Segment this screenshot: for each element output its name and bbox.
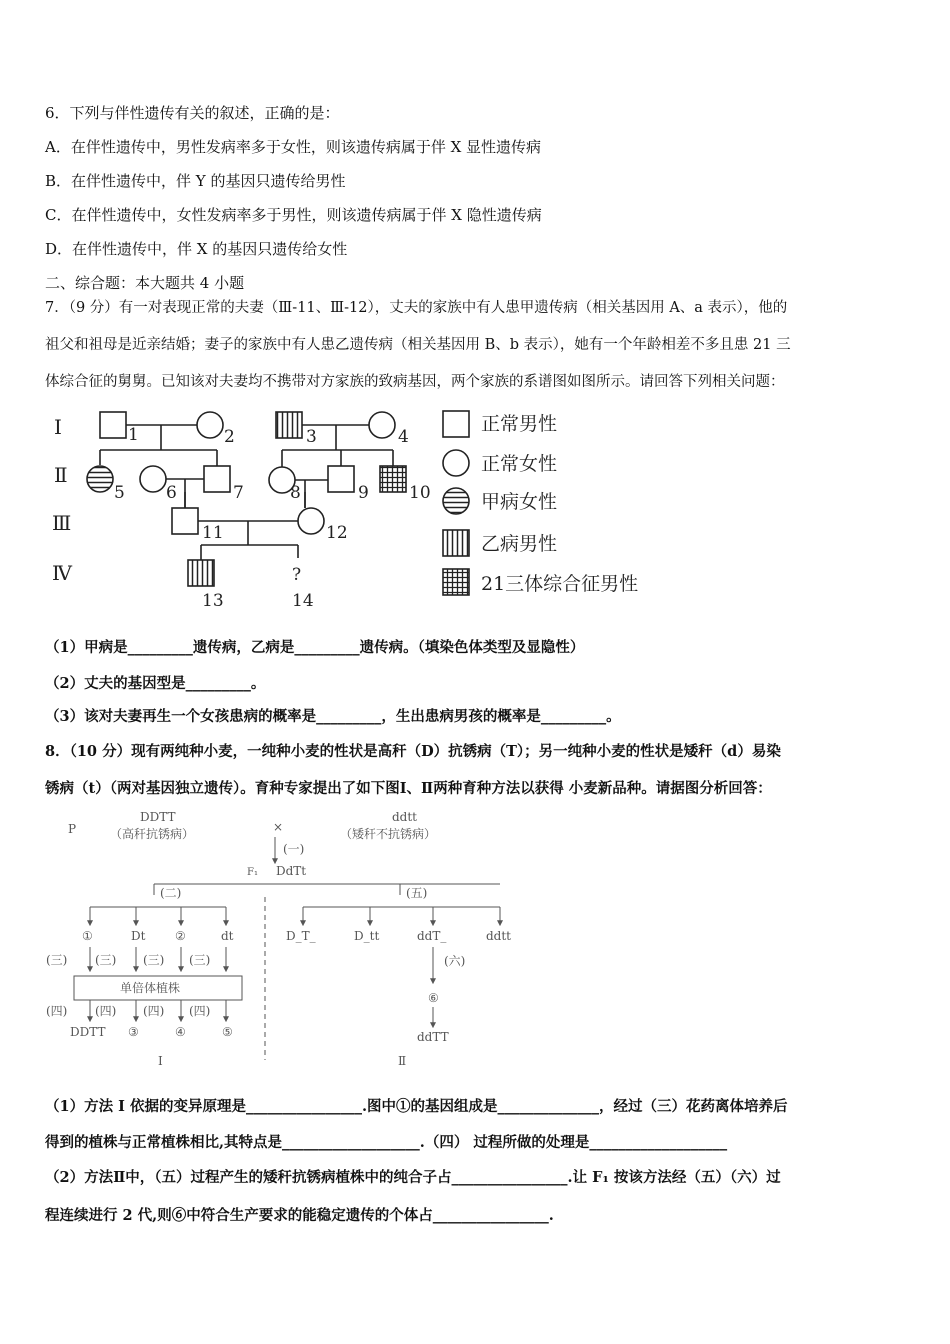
individual-3 [276,412,302,438]
parent1-desc: （高秆抗锈病） [110,827,195,841]
legend-normal-male-icon [443,411,469,437]
gamete-3: ② [175,929,186,943]
label-4: 4 [398,427,409,447]
q8-sub-1-line-1: （1）方法 I 依据的变异原理是________________.图中①的基因组成是______________，经过（三）花药离体培养后 [45,1098,788,1115]
q6-option-b: B．在伴性遗传中，伴 Y 的基因只遗传给男性 [45,172,346,190]
step-4-c: (四) [143,1004,165,1018]
method1-result-3: ④ [175,1025,186,1039]
q6-stem: 6．下列与伴性遗传有关的叙述，正确的是： [45,104,340,122]
individual-2 [197,412,223,438]
label-6: 6 [166,483,177,503]
individual-11 [172,508,198,534]
step-1: (一) [283,842,305,856]
q7-line-3: 体综合征的舅舅。已知该对夫妻均不携带对方家族的致病基因，两个家族的系谱图如图所示。请回答下列相关问题： [45,374,785,390]
individual-10 [380,466,406,492]
section-heading: 二、综合题：本大题共 4 小题 [45,274,245,292]
method-2-label: Ⅱ [398,1054,407,1068]
parent2-genotype: ddtt [392,810,418,824]
method1-result-4: ⑤ [222,1025,233,1039]
legend-disease-b-male-icon [443,530,469,556]
label-3: 3 [306,427,317,447]
gen-label-3: Ⅲ [52,511,72,535]
gamete-4: dt [221,929,234,943]
q7-sub-3: （3）该对夫妻再生一个女孩患病的概率是_________，生出患病男孩的概率是_________。 [45,708,621,725]
step-2: (二) [160,886,182,900]
legend-trisomy-male-icon [443,569,469,595]
label-8: 8 [290,483,301,503]
q8-sub-2-line-2: 程连续进行 2 代,则⑥中符合生产要求的能稳定遗传的个体占________________. [45,1207,554,1224]
individual-4 [369,412,395,438]
method1-result-2: ③ [128,1025,139,1039]
f2-type-2: D_tt [354,929,380,943]
step-4-d: (四) [189,1004,211,1018]
label-5: 5 [114,483,125,503]
label-10: 10 [409,483,431,503]
legend-disease-a-female-icon [443,488,469,514]
legend-normal-female: 正常女性 [481,453,558,475]
label-7: 7 [233,483,244,503]
individual-13 [188,560,214,586]
individual-6 [140,466,166,492]
parent1-genotype: DDTT [140,810,176,824]
label-9: 9 [358,483,369,503]
label-11: 11 [202,523,224,543]
f2-type-1: D_T_ [286,929,316,943]
q7-sub-2: （2）丈夫的基因型是_________。 [45,675,266,692]
q8-line-2: 锈病（t）（两对基因独立遗传）。育种专家提出了如下图Ⅰ、Ⅱ两种育种方法以获得 小麦新品种。请据图分析回答： [45,780,772,797]
q6-option-d: D．在伴性遗传中，伴 X 的基因只遗传给女性 [45,240,348,258]
legend-trisomy-male: 21三体综合征男性 [481,573,639,595]
q7-line-2: 祖父和祖母是近亲结婚；妻子的家族中有人患乙遗传病（相关基因用 B、b 表示），她有一个年龄相差不多且患 21 三 [45,337,791,353]
q6-option-a: A．在伴性遗传中，男性发病率多于女性，则该遗传病属于伴 X 显性遗传病 [45,138,542,156]
q6-option-c: C．在伴性遗传中，女性发病率多于男性，则该遗传病属于伴 X 隐性遗传病 [45,206,542,224]
p-label: P [68,822,77,836]
label-13: 13 [202,591,224,611]
legend-normal-male: 正常男性 [481,413,558,435]
f2-type-3: ddT_ [417,929,447,943]
breeding-diagram [40,805,540,1080]
step-3-c: (三) [143,953,165,967]
gen-label-4: Ⅳ [52,561,72,585]
f1-genotype: DdTt [276,864,307,878]
individual-1 [100,412,126,438]
method-1-label: Ⅰ [158,1054,163,1068]
unknown-mark: ? [292,565,302,585]
q8-sub-2-line-1: （2）方法Ⅱ中，（五）过程产生的矮秆抗锈病植株中的纯合子占________________.让 F₁ 按该方法经（五）（六）过 [45,1169,781,1186]
ddTT-result: ddTT [417,1030,449,1044]
legend-disease-b-male: 乙病男性 [481,533,558,555]
individual-7 [204,466,230,492]
pedigree-diagram [40,400,680,620]
individual-9 [328,466,354,492]
individual-12 [298,508,324,534]
label-14: 14 [292,591,314,611]
q8-line-1: 8．（10 分）现有两纯种小麦，一纯种小麦的性状是高秆（D）抗锈病（T）；另一纯种小麦的性状是矮秆（d）易染 [45,743,781,760]
gen-label-2: Ⅱ [54,463,68,487]
q7-line-1: 7．（9 分）有一对表现正常的夫妻（Ⅲ-11、Ⅲ-12），丈夫的家族中有人患甲遗传病（相关基因用 A、a 表示），他的 [45,300,788,316]
label-12: 12 [326,523,348,543]
method1-result-1: DDTT [70,1025,106,1039]
individual-5 [87,466,113,492]
gamete-2: Dt [131,929,146,943]
legend-disease-a-female: 甲病女性 [481,491,558,513]
f2-type-4: ddtt [486,929,512,943]
label-1: 1 [128,425,139,445]
haploid-plants: 单倍体植株 [120,981,181,995]
circle-6: ⑥ [428,991,439,1005]
gen-label-1: Ⅰ [54,415,62,439]
q8-sub-1-line-2: 得到的植株与正常植株相比,其特点是___________________.（四） 过程所做的处理是___________________ [45,1134,728,1151]
gamete-1: ① [82,929,93,943]
step-5: (五) [406,886,428,900]
step-4-a: (四) [46,1004,68,1018]
cross-sign: × [273,820,284,834]
step-3-d: (三) [189,953,211,967]
step-3-a: (三) [46,953,68,967]
step-4-b: (四) [95,1004,117,1018]
legend-normal-female-icon [443,450,469,476]
q7-sub-1: （1）甲病是_________遗传病，乙病是_________遗传病。（填染色体类型及显隐性） [45,639,585,656]
label-2: 2 [224,427,235,447]
parent2-desc: （矮秆不抗锈病） [340,827,437,841]
f1-label: F₁ [247,867,258,878]
step-3-b: (三) [95,953,117,967]
step-6: (六) [444,954,466,968]
